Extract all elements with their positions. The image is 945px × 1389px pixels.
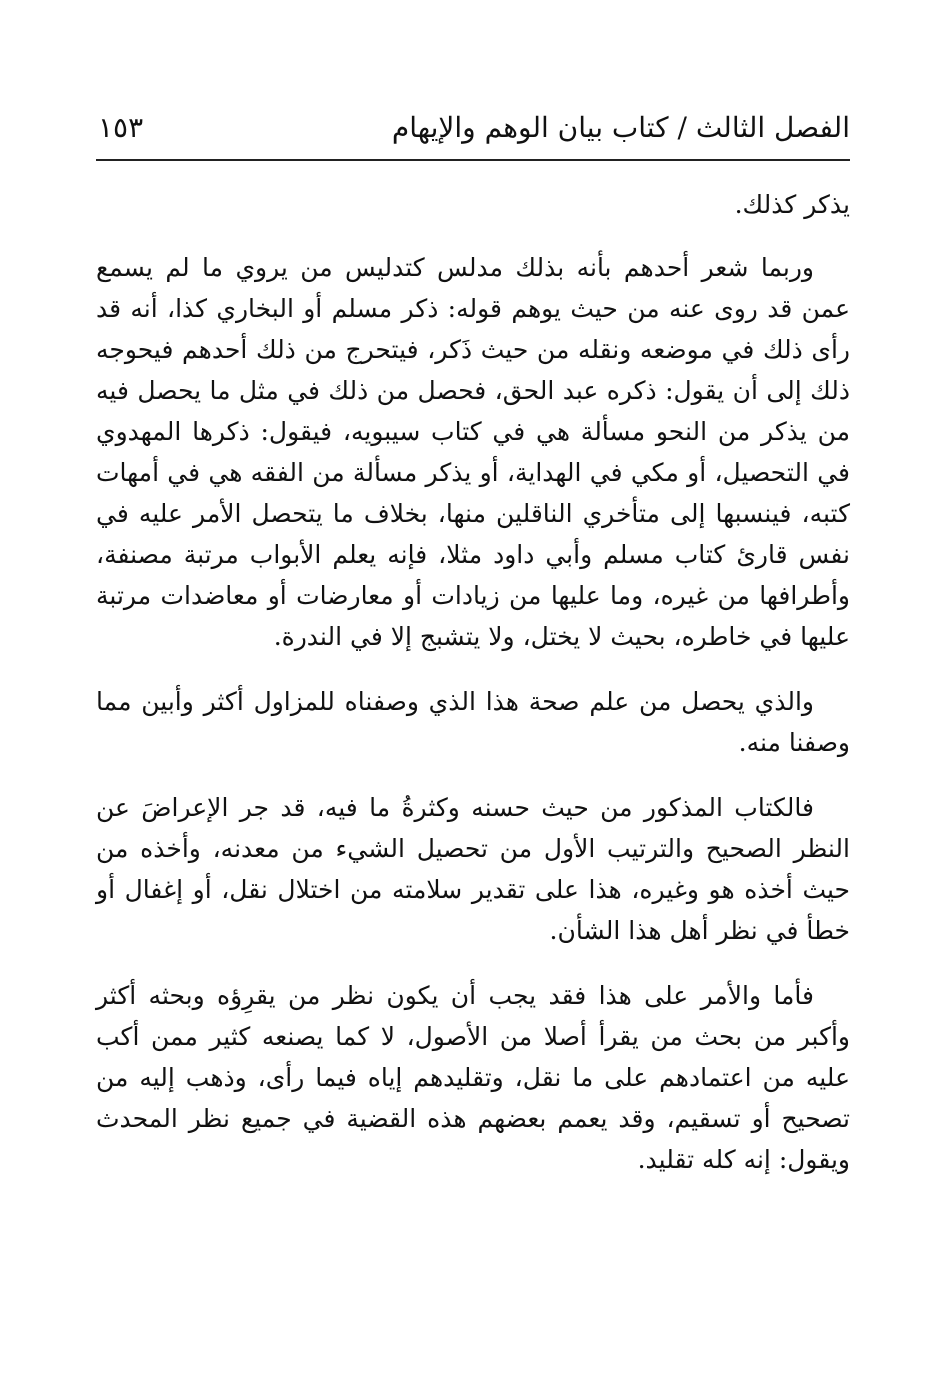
page-number: ١٥٣ [98,111,144,144]
header-divider [96,159,850,161]
paragraph-1: يذكر كذلك. [734,190,850,219]
page-body [96,184,850,1180]
paragraph-2: وربما شعر أحدهم بأنه بذلك مدلس كتدليس من يروي ما لم يسمع عمن قد روى عنه من حيث يوهم قوله: ذكر مسلم أو البخاري كذا، أنه قد رأى ذلك في موضعه ونقله من حيث ذَكر، فيتحرج من ذلك أحدهم فيحوجه ذلك إلى أن يقول: ذكره عبد الحق، فحصل من ذلك في مثل ما يحصل فيه من يذكر من النحو مسألة هي في كتاب سيبويه، فيقول: ذكرها المهدوي في التحصيل، أو مكي في الهداية، أو يذكر مسألة من الفقه هي في أمهات كتبه، فينسبها إلى متأخري الناقلين منها، بخلاف ما يتحصل الأمر عليه في نفس قارئ كتاب مسلم وأبي داود مثلا، فإنه يعلم الأبواب مرتبة مصنفة، وأطرافها من غيره، وما عليها من زيادات أو معارضات أو معاضدات مرتبة عليها في خاطره، بحيث لا يختل، ولا يتشبج إلا في الندرة. [96,253,850,651]
paragraph-5: فأما والأمر على هذا فقد يجب أن يكون نظر من يقرِؤه وبحثه أكثر وأكبر من بحث من يقرأ أصلا من الأصول، لا كما يصنعه كثير ممن أكب عليه من اعتمادهم على ما نقل، وتقليدهم إياه فيما رأى، وذهب إليه من تصحيح أو تسقيم، وقد يعمم بعضهم هذه القضية في جميع نظر المحدث ويقول: إنه كله تقليد. [96,981,850,1174]
page-header [98,108,850,148]
paragraph-3: والذي يحصل من علم صحة هذا الذي وصفناه للمزاول أكثر وأبين مما وصفنا منه. [96,687,850,757]
chapter-title: الفصل الثالث / كتاب بيان الوهم والإيهام [391,111,850,144]
paragraph-4: فالكتاب المذكور من حيث حسنه وكثرةُ ما فيه، قد جر الإعراضَ عن النظر الصحيح والترتيب الأول من تحصيل الشيء من معدنه، وأخذه من حيث أخذه هو وغيره، هذا على تقدير سلامته من اختلال نقل، أو إغفال أو خطأ في نظر أهل هذا الشأن. [96,793,850,945]
